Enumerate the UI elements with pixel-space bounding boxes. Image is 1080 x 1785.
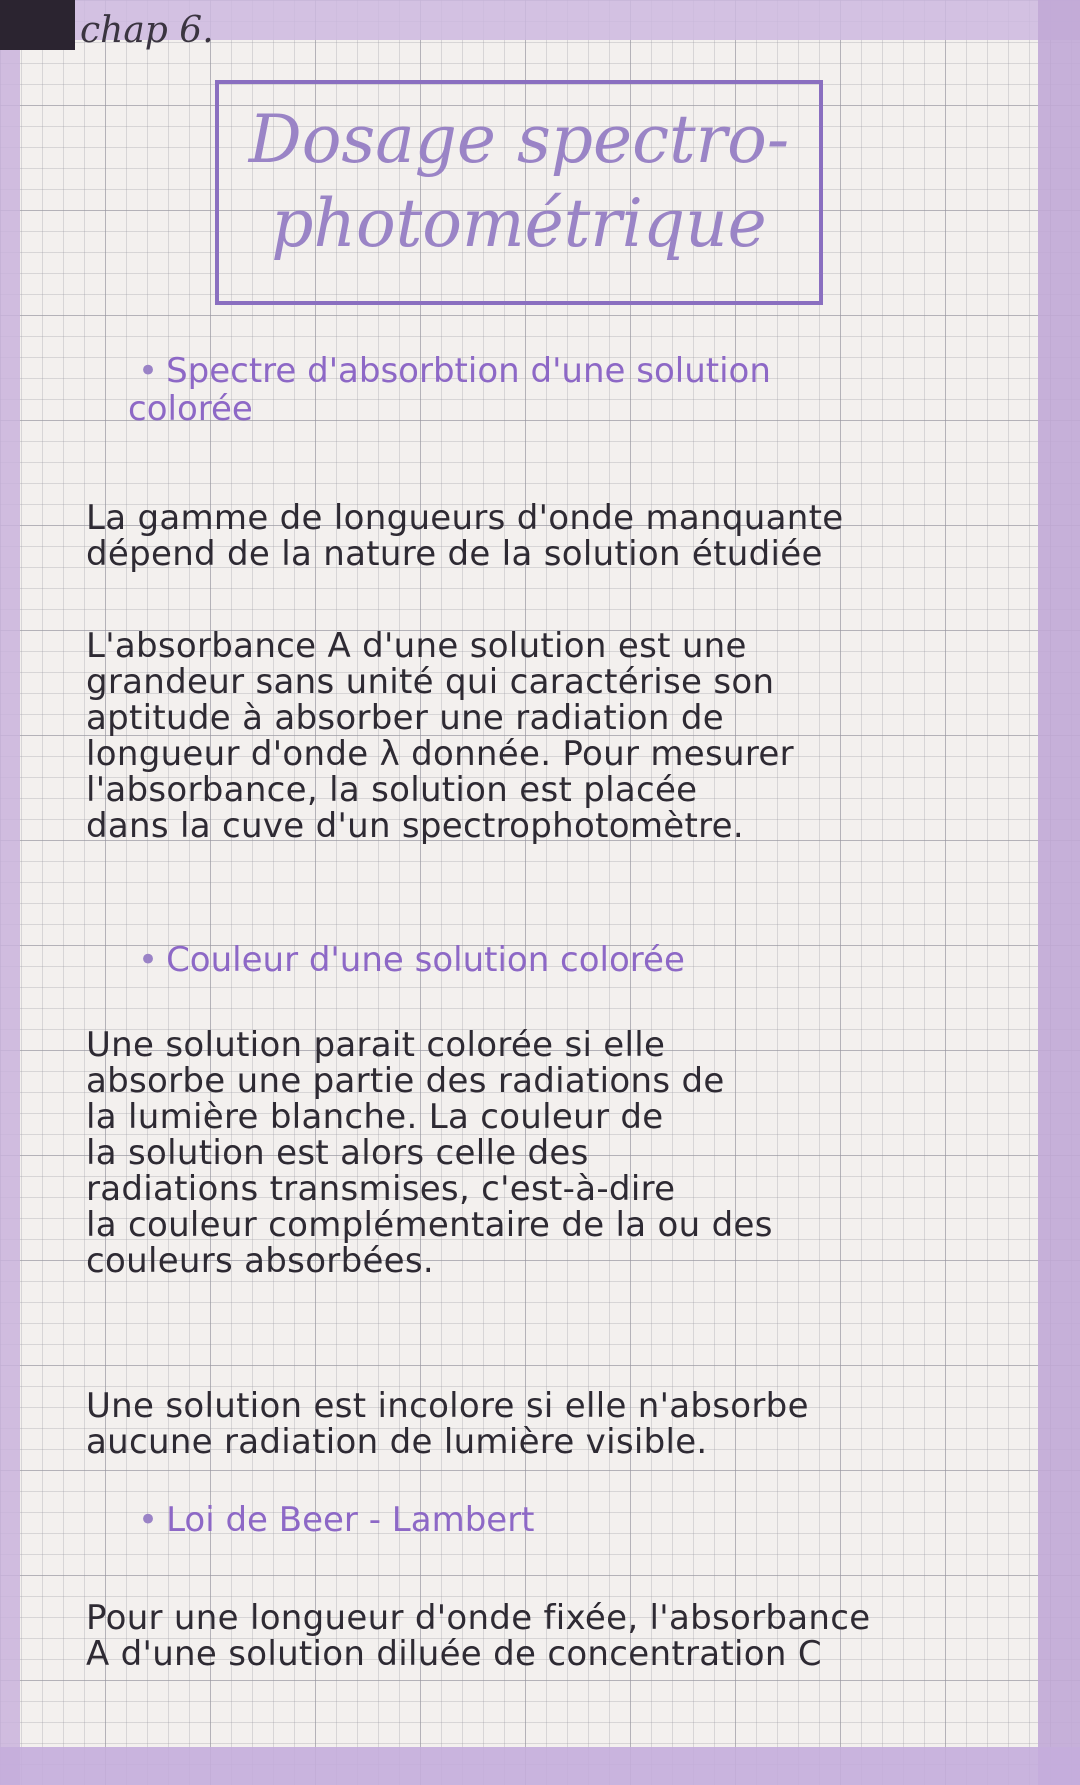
text-line: absorbe une partie des radiations de [86,1061,725,1101]
text-line: l'absorbance, la solution est placée [86,770,698,810]
text-line: la couleur complémentaire de la ou des [86,1205,773,1245]
page-border-left [0,0,20,1785]
bullet-icon: • [138,940,159,980]
text-line: La gamme de longueurs d'onde manquante [86,498,844,538]
text-line: aucune radiation de lumière visible. [86,1422,708,1462]
text-line: longueur d'onde λ donnée. Pour mesurer [86,734,794,774]
heading-text: Couleur d'une solution colorée [166,940,685,980]
heading-line-1: Spectre d'absorbtion d'une solution [166,351,771,391]
paragraph-gamme [86,500,1016,572]
heading-text: Loi de Beer - Lambert [166,1500,535,1540]
text-line: dépend de la nature de la solution étudiée [86,534,823,574]
paragraph-couleur [86,1027,1016,1279]
text-line: couleurs absorbées. [86,1241,435,1281]
title-box [215,80,823,305]
text-line: Une solution est incolore si elle n'absorbe [86,1386,809,1426]
text-line: dans la cuve d'un spectrophotomètre. [86,806,744,846]
text-line: grandeur sans unité qui caractérise son [86,662,775,702]
text-line: aptitude à absorber une radiation de [86,698,724,738]
bullet-icon: • [138,1500,159,1540]
text-line: radiations transmises, c'est-à-dire [86,1169,676,1209]
chapter-label: chap 6. [80,10,214,51]
bullet-icon: • [138,351,159,391]
title-line-2: photométrique [271,185,767,262]
text-line: Pour une longueur d'onde fixée, l'absorbance [86,1598,871,1638]
text-line: A d'une solution diluée de concentration C [86,1634,822,1674]
text-line: la lumière blanche. La couleur de [86,1097,664,1137]
title-line-1: Dosage spectro- [248,101,790,178]
text-line: Une solution parait colorée si elle [86,1025,666,1065]
paragraph-absorbance [86,628,1016,844]
text-line: la solution est alors celle des [86,1133,589,1173]
paragraph-beer-lambert [86,1600,1016,1672]
section-heading-spectre [128,351,771,429]
section-heading-couleur [138,940,685,980]
page-border-bottom [0,1747,1080,1785]
page-border-right [1038,0,1080,1785]
text-line: L'absorbance A d'une solution est une [86,626,747,666]
paragraph-incolore [86,1388,1016,1460]
section-heading-beer-lambert [138,1500,535,1540]
corner-shadow [0,0,75,50]
page-title [219,98,819,266]
heading-line-2: colorée [128,389,253,429]
